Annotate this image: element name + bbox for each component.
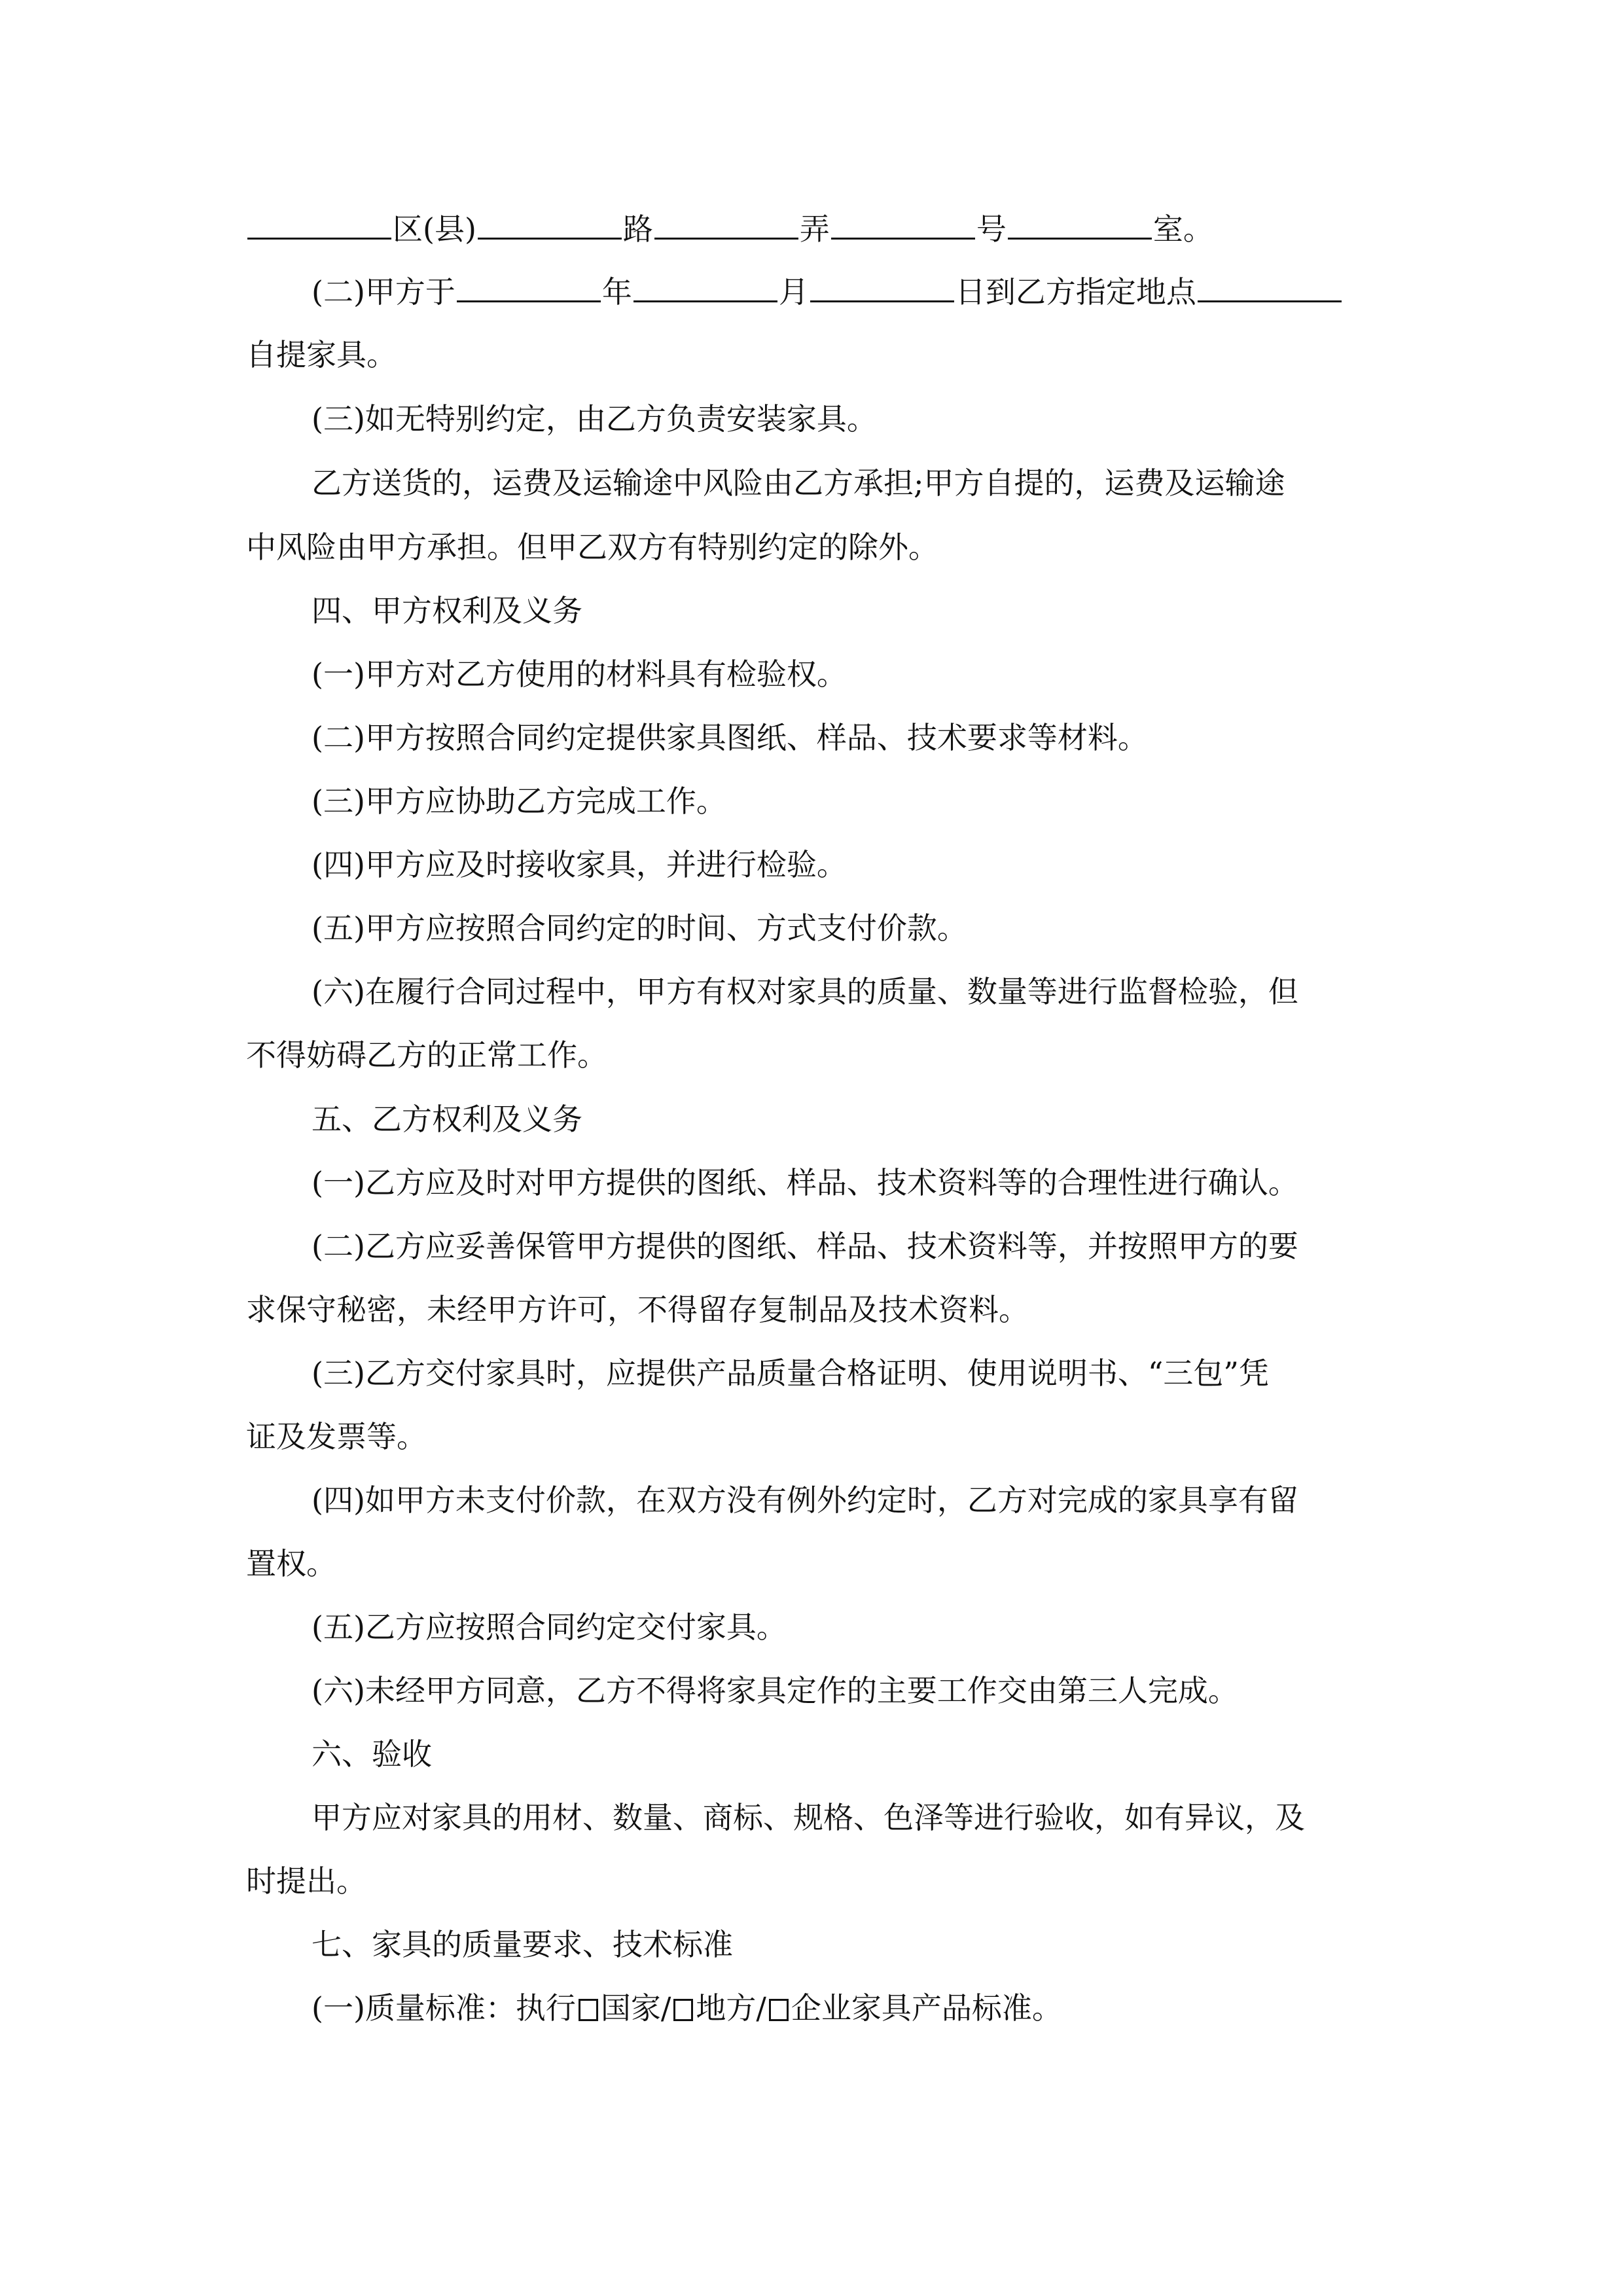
clause-line: (六)未经甲方同意，乙方不得将家具定作的主要工作交由第三人完成。: [312, 1673, 1238, 1708]
address-line: [246, 209, 1213, 249]
self-pickup-line: [312, 272, 1343, 312]
month-label: 月: [778, 274, 809, 310]
section-heading: 七、家具的质量要求、技术标准: [312, 1927, 733, 1962]
lane-label: 弄: [799, 211, 830, 247]
blank-field[interactable]: [457, 274, 601, 302]
section-heading: 四、甲方权利及义务: [312, 593, 582, 628]
day-label: 日到乙方指定地点: [955, 274, 1196, 310]
blank-field[interactable]: [1008, 211, 1152, 240]
clause-line: (三)甲方应协助乙方完成工作。: [312, 783, 726, 819]
road-label: 路: [622, 211, 653, 247]
clause-line: (三)乙方交付家具时，应提供产品质量合格证明、使用说明书、“三包”凭: [312, 1355, 1269, 1391]
clause-line: 证及发票等。: [246, 1419, 427, 1454]
section-heading: 五、乙方权利及义务: [312, 1102, 582, 1137]
number-label: 号: [976, 211, 1007, 247]
blank-field[interactable]: [1198, 274, 1342, 302]
section-heading: 六、验收: [312, 1736, 432, 1772]
clause-line: 置权。: [246, 1546, 336, 1581]
clause-line: (四)甲方应及时接收家具，并进行检验。: [312, 847, 847, 882]
local-standard-checkbox[interactable]: [673, 1999, 693, 2021]
quality-standard-prefix: (一)质量标准：执行: [312, 1990, 576, 2026]
blank-field[interactable]: [633, 274, 777, 302]
clause-line: (二)甲方按照合同约定提供家具图纸、样品、技术要求等材料。: [312, 720, 1148, 755]
national-standard-checkbox[interactable]: [579, 1999, 598, 2021]
enterprise-standard-checkbox[interactable]: [769, 1999, 789, 2021]
clause-line: 时提出。: [246, 1863, 366, 1899]
clause-line: (一)甲方对乙方使用的材料具有检验权。: [312, 656, 847, 692]
clause-line: (五)甲方应按照合同约定的时间、方式支付价款。: [312, 910, 967, 946]
national-option-label: 国家/: [600, 1990, 671, 2026]
paragraph-line: 乙方送货的，运费及运输途中风险由乙方承担;甲方自提的，运费及运输途: [312, 465, 1285, 501]
paragraph-line: 自提家具。: [246, 337, 397, 372]
clause-line: (二)乙方应妥善保管甲方提供的图纸、样品、技术资料等，并按照甲方的要: [312, 1229, 1298, 1264]
enterprise-option-label: 企业家具产品标准。: [791, 1990, 1062, 2026]
paragraph-line: (三)如无特别约定，由乙方负责安装家具。: [312, 401, 877, 437]
room-label: 室。: [1152, 211, 1213, 247]
clause-line: (四)如甲方未支付价款，在双方没有例外约定时，乙方对完成的家具享有留: [312, 1482, 1298, 1518]
blank-field[interactable]: [810, 274, 954, 302]
district-label: 区(县): [393, 211, 476, 247]
blank-field[interactable]: [247, 211, 391, 240]
clause-line: (一)乙方应及时对甲方提供的图纸、样品、技术资料等的合理性进行确认。: [312, 1165, 1298, 1200]
paragraph-line: 中风险由甲方承担。但甲乙双方有特别约定的除外。: [246, 529, 938, 565]
clause-line: (五)乙方应按照合同约定交付家具。: [312, 1609, 787, 1645]
clause-line: 不得妨碍乙方的正常工作。: [246, 1037, 607, 1073]
clause-line: (六)在履行合同过程中，甲方有权对家具的质量、数量等进行监督检验，但: [312, 974, 1298, 1009]
blank-field[interactable]: [654, 211, 798, 240]
year-label: 年: [601, 274, 632, 310]
self-pickup-prefix: (二)甲方于: [312, 274, 455, 310]
blank-field[interactable]: [478, 211, 622, 240]
clause-line: 求保守秘密，未经甲方许可，不得留存复制品及技术资料。: [246, 1292, 1029, 1327]
local-option-label: 地方/: [696, 1990, 766, 2026]
quality-standard-line: [312, 1988, 1062, 2028]
blank-field[interactable]: [831, 211, 975, 240]
clause-line: 甲方应对家具的用材、数量、商标、规格、色泽等进行验收，如有异议，及: [312, 1800, 1305, 1835]
